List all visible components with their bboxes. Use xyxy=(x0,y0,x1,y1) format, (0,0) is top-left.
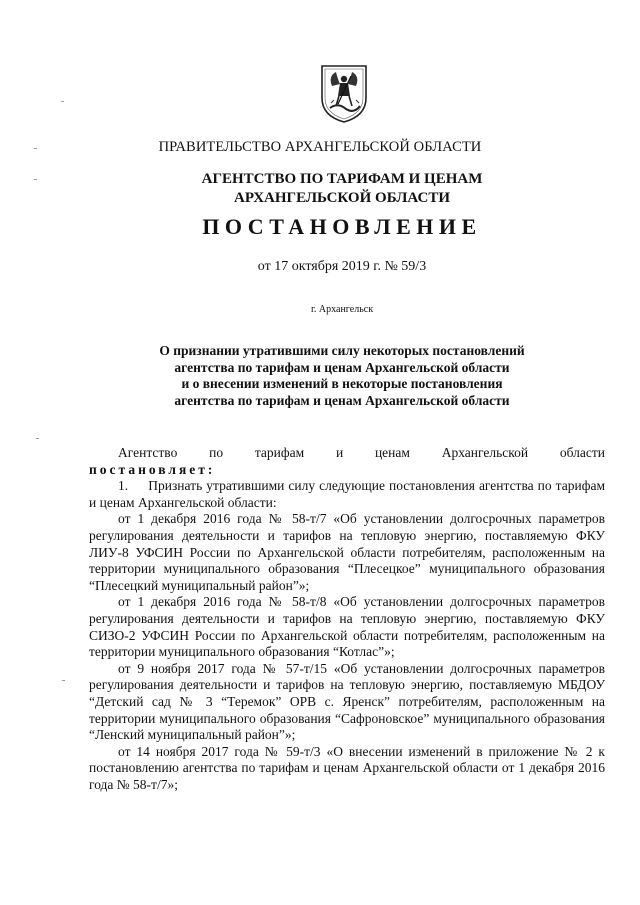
archangel-emblem-icon xyxy=(318,62,370,124)
document-body xyxy=(89,445,605,793)
reference-paragraph: от 1 декабря 2016 года № 58-т/7 «Об установлении долгосрочных параметров регулирования деятельности и тарифов на тепловую энергию, поставляемую ФКУ ЛИУ-8 УФСИН России по Архангельской области потребителям, расположенным на территории муниципального образования “Плесецкое” муниципального образования “Плесецкий муниципальный район”»; xyxy=(89,511,605,593)
agency-title-line: АРХАНГЕЛЬСКОЙ ОБЛАСТИ xyxy=(234,190,450,206)
subject-line: и о внесении изменений в некоторые постановления xyxy=(181,376,503,391)
scan-mark xyxy=(62,680,65,681)
scan-mark xyxy=(34,179,37,180)
subject-line: О признании утратившими силу некоторых постановлений xyxy=(159,343,525,358)
decides-word: постановляет: xyxy=(89,461,216,477)
document-type-heading: ПОСТАНОВЛЕНИЕ xyxy=(202,214,482,239)
scan-mark xyxy=(61,101,64,102)
government-title: ПРАВИТЕЛЬСТВО АРХАНГЕЛЬСКОЙ ОБЛАСТИ xyxy=(158,139,482,155)
subject-line: агентства по тарифам и ценам Архангельской области xyxy=(174,392,510,408)
decides-paragraph xyxy=(89,462,605,479)
document-subject xyxy=(0,343,640,409)
document-city: г. Архангельск xyxy=(310,304,374,315)
document-date-number: от 17 октября 2019 г. № 59/3 xyxy=(257,259,427,274)
intro-paragraph: Агентство по тарифам и ценам Архангельской области xyxy=(118,445,605,460)
subject-line: агентства по тарифам и ценам Архангельской области xyxy=(174,359,510,375)
reference-paragraph: от 1 декабря 2016 года № 58-т/8 «Об установлении долгосрочных параметров регулирования деятельности и тарифов на тепловую энергию, поставляемую ФКУ СИЗО-2 УФСИН России по Архангельской области потребителям, расположенным на территории муниципального образования “Котлас”»; xyxy=(89,594,605,660)
item-1-paragraph: 1. Признать утратившими силу следующие постановления агентства по тарифам и ценам Архангельской области: xyxy=(89,478,605,510)
scan-mark xyxy=(36,438,39,439)
scan-mark xyxy=(34,148,37,149)
reference-paragraph: от 9 ноября 2017 года № 57-т/15 «Об установлении долгосрочных параметров регулирования деятельности и тарифов на тепловую энергию, поставляемую МБДОУ “Детский сад № 3 “Теремок” ОРВ с. Яренск” потребителям, расположенным на территории муниципального образования “Сафроновское” муниципального образования “Ленский муниципальный район”»; xyxy=(89,660,605,743)
reference-paragraph: от 14 ноября 2017 года № 59-т/3 «О внесении изменений в приложение № 2 к постановлению агентства по тарифам и ценам Архангельской области от 1 декабря 2016 года № 58-т/7»; xyxy=(89,743,605,792)
coat-of-arms-emblem xyxy=(318,62,370,124)
agency-title xyxy=(0,170,640,208)
agency-title-line: АГЕНТСТВО ПО ТАРИФАМ И ЦЕНАМ xyxy=(201,171,483,187)
